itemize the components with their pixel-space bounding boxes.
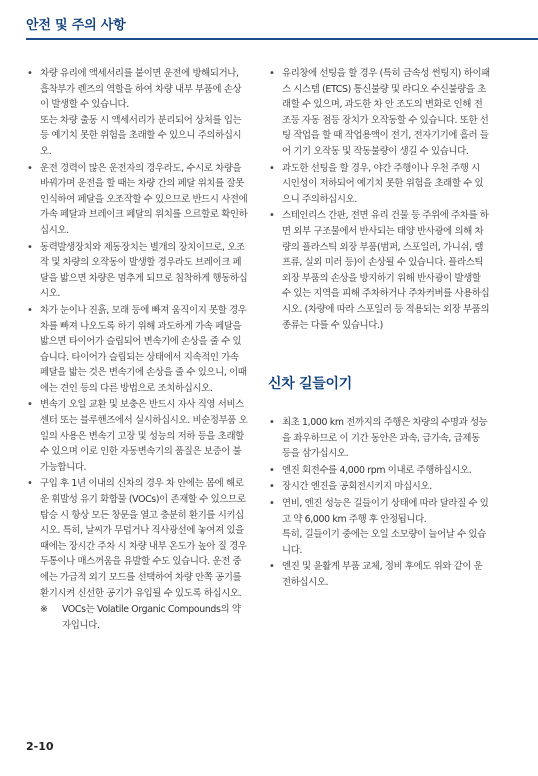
list-item-text: 특히, 길들이기 중에는 오일 소모량이 늘어날 수 있습니다. (282, 529, 486, 556)
bullet-icon: • (269, 162, 275, 174)
note-mark: ※ (40, 604, 48, 616)
list-item-text: 운전 경력이 많은 운전자의 경우라도, 수시로 차량을 바꿔가며 운전을 할 때는 차량 간의 페달 위치를 잘못 인식하여 페달을 오조작할 수 있으므로 반드시 사전에 가속 페달과 브레이크 페달의 위치를 으르할로 확인하십시오. (40, 162, 248, 236)
list-item (26, 397, 248, 475)
list-item (26, 476, 248, 601)
list-item (26, 66, 248, 160)
breakin-bullet-list (268, 415, 490, 591)
bullet-icon: • (269, 464, 275, 476)
list-item-text: 엔진 회전수를 4,000 rpm 이내로 주행하십시오. (282, 464, 472, 476)
note (26, 602, 248, 633)
list-item (26, 240, 248, 302)
list-item-text: 유리창에 선팅을 할 경우 (특히 금속성 썬팅지) 하이패스 시스템 (ETCS) 통신불량 및 라디오 수신불량을 초래할 수 있으며, 과도한 차 안 조도의 변화로 인해 전조등 자동 점등 장치가 오작동할 수 있습니다. 또한 선팅 작업을 할 때 작업용액이 전기, 전자기기에 흘러 들어 기기 오작동 및 작동불량이 생길 수 있습니다. (282, 68, 490, 157)
bullet-icon: • (27, 399, 33, 411)
list-item-text: 최초 1,000 km 전까지의 주행은 차량의 수명과 성능을 좌우하므로 이 기간 동안은 과속, 급가속, 급제동 등을 삼가십시오. (282, 417, 488, 460)
note-text: VOCs는 Volatile Organic Compounds의 약자입니다. (62, 604, 241, 631)
left-bullet-list (26, 66, 248, 601)
header-rule (26, 38, 538, 40)
list-item (268, 161, 490, 208)
list-item (26, 303, 248, 397)
list-item-text: 차가 눈이나 진흙, 모래 등에 빠져 움직이지 못할 경우 차를 빠져 나오도록 하기 위해 과도하게 가속 페달을 밟으면 타이어가 슬립되어 변속기에 손상을 줄 수 있습니다. 타이어가 슬립되는 상태에서 지속적인 가속 페달을 밟는 것은 변속기에 손상을 줄 수 있으니, 이때에는 견인 등의 다른 방법으로 조치하십시오. (40, 304, 247, 394)
bullet-icon: • (27, 241, 33, 253)
list-item-text: 변속기 오일 교환 및 보충은 반드시 자사 직영 서비스센터 또는 블루핸즈에서 실시하십시오. 비순정부품 오일의 사용은 변속기 고장 및 성능의 저하 등을 초래할 수 있으며 이로 인한 자동변속기의 품질은 보증이 불가능합니다. (40, 399, 248, 473)
bullet-icon: • (27, 478, 33, 490)
bullet-icon: • (269, 417, 275, 429)
list-item (268, 208, 490, 333)
list-item (268, 559, 490, 590)
bullet-icon: • (269, 561, 275, 573)
list-item (268, 463, 490, 479)
list-item-text: 스테인리스 간판, 전면 유리 건물 등 주위에 주차를 하면 외부 구조물에서 반사되는 태양 반사광에 의해 차량의 플라스틱 외장 부품(범퍼, 스포일러, 가니쉬, 램프류, 실외 미러 등)이 손상될 수 있습니다. 플라스틱 외장 부품의 손상을 방지하기 위해 반사광이 발생할 수 있는 지역을 피해 주차하거나 주차커버를 사용하십시오. (차량에 따라 스포일러 등 적용되는 외장 부품의 종류는 다를 수 있습니다.) (282, 210, 490, 331)
list-item-text: 엔진 및 윤활계 부품 교체, 정비 후에도 위와 같이 운전하십시오. (282, 561, 483, 589)
section-title: 신차 길들이기 (268, 376, 352, 393)
list-item (26, 161, 248, 239)
bullet-icon: • (27, 162, 33, 174)
list-item (268, 415, 490, 462)
list-item (268, 479, 490, 495)
bullet-icon: • (269, 498, 275, 510)
bullet-icon: • (269, 481, 275, 493)
list-item-text: 동력발생장치와 제동장치는 별개의 장치이므로, 오조작 및 차량의 오작동이 발생할 경우라도 브레이크 페달을 밟으면 차량은 멈추게 되므로 침착하게 행동하십시오. (40, 241, 248, 300)
list-item (268, 66, 490, 160)
left-column (26, 66, 248, 633)
right-column (268, 66, 490, 592)
list-item-text: 장시간 엔진을 공회전시키지 마십시오. (282, 481, 432, 493)
bullet-icon: • (269, 68, 275, 79)
list-item-text: 연비, 엔진 성능은 길들이기 상태에 따라 달라질 수 있고 약 6,000 km 주행 후 안정됩니다. (282, 498, 489, 525)
list-item-text: 구입 후 1년 이내의 신차의 경우 차 안에는 몸에 해로운 휘발성 유기 화합물 (VOCs)이 존재할 수 있으므로 탑승 시 항상 모든 창문을 열고 충분히 환기를 시키십시오. 특히, 날씨가 무덥거나 직사광선에 놓여져 있을 때에는 장시간 주차 시 차량 내부 온도가 높아 질 경우 두통이나 매스꺼움을 유발할 수도 있습니다. 운전 중에는 가급적 외기 모드를 선택하여 차량 안쪽 공기를 환기시켜 신선한 공기가 유입될 수 있도록 하십시오. (40, 478, 247, 599)
bullet-icon: • (27, 304, 33, 316)
list-item (268, 496, 490, 558)
page-number: 2-10 (26, 740, 54, 753)
bullet-icon: • (269, 210, 275, 222)
page-title: 안전 및 주의 사항 (26, 18, 126, 33)
list-item-text: 차량 유리에 액세서리를 붙이면 운전에 방해되거나, 흡착부가 렌즈의 역할을 하여 차량 내부 부품에 손상이 발생할 수 있습니다. (40, 68, 242, 111)
bullet-icon: • (27, 68, 33, 79)
right-bullet-list (268, 66, 490, 333)
list-item-text: 과도한 선팅을 할 경우, 야간 주행이나 우천 주행 시 시인성이 저하되어 예기치 못한 위험을 초래할 수 있으니 주의하십시오. (282, 162, 484, 205)
list-item-text: 또는 차량 출동 시 액세서리가 분리되어 상처를 입는 등 예기치 못한 위험을 초래할 수 있으니 주의하십시오. (40, 114, 242, 157)
